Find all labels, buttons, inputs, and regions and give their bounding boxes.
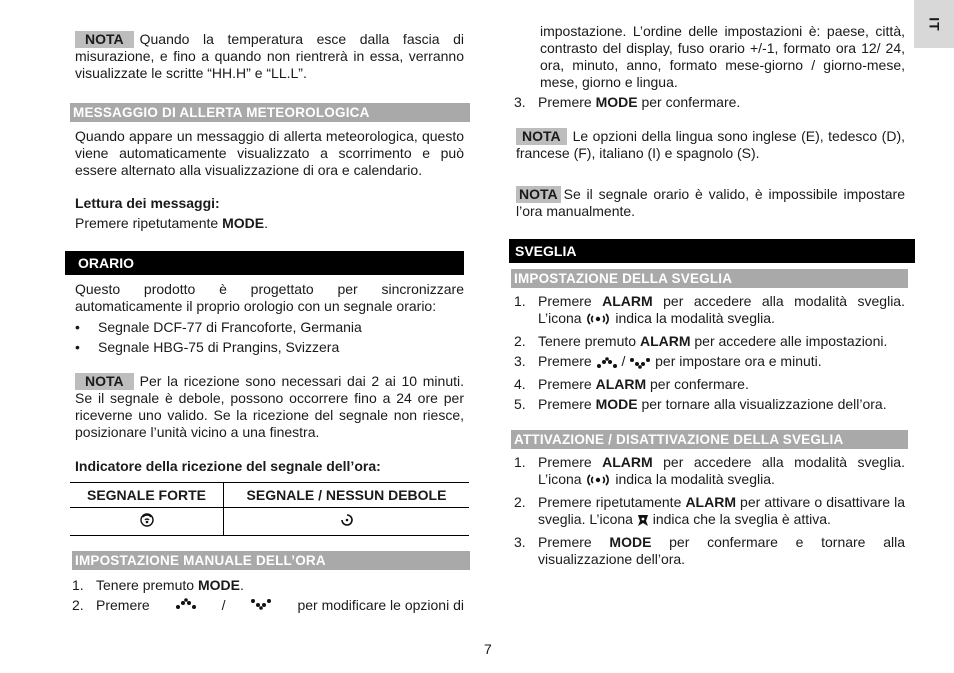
- section-heading-sveglia: SVEGLIA: [509, 239, 915, 263]
- table-header-weak: SEGNALE / NESSUN DEBOLE: [224, 483, 470, 508]
- nota-signal-valid: [512, 186, 905, 220]
- nota-reception: [75, 373, 464, 441]
- language-code: IT: [926, 16, 943, 32]
- list-item: 1. Premere ALARM per accedere alla modalità sveglia. L’icona indica la modalità sveglia.: [512, 454, 905, 491]
- nota-badge: NOTA: [516, 128, 567, 145]
- manual-continued: impostazione. L’ordine delle impostazioni è: paese, città, contrasto del display, fuso orario +/-1, formato ora 12/ 24, ora, minuto, anno, formato mese-giorno / giorno-mese, mese, giorno e lingua.: [540, 23, 905, 90]
- section-heading-weather-alert: MESSAGGIO DI ALLERTA METEOROLOGICA: [70, 103, 470, 122]
- nota-language: [512, 128, 905, 162]
- reading-title: Lettura dei messaggi:: [75, 195, 220, 211]
- list-item: 3. Premere MODE per confermare e tornare alla visualizzazione dell’ora.: [514, 534, 905, 567]
- list-item: 5. Premere MODE per tornare alla visualizzazione dell’ora.: [514, 396, 887, 412]
- reading-instruction: Premere ripetutamente MODE.: [75, 215, 268, 231]
- list-item: 3. Premere MODE per confermare.: [514, 94, 741, 110]
- alarm-toggle-steps: [512, 454, 905, 568]
- table-cell: [224, 508, 470, 536]
- orario-intro: Questo prodotto è progettato per sincronizzare automaticamente il proprio orologio con un segnale orario:: [75, 281, 464, 314]
- table-header-strong: SEGNALE FORTE: [70, 483, 224, 508]
- list-item: 2. Premere / per modificare le opzioni di: [72, 597, 464, 613]
- nota-text: Le opzioni della lingua sono inglese (E), tedesco (D), francese (F), italiano (I) e spagnolo (S).: [516, 128, 905, 161]
- manual-steps: [70, 577, 464, 614]
- down-button-icon: [629, 356, 651, 373]
- alarm-mode-icon: [585, 312, 611, 330]
- signal-strong-icon: [139, 512, 155, 532]
- signal-list: [75, 319, 464, 356]
- list-item: 4. Premere ALARM per confermare.: [514, 376, 749, 392]
- nota-text: Quando la temperatura esce dalla fascia di misurazione, e fino a quando non rientrerà in essa, verranno visualizzate le scritte “HH.H” e “LL.L”.: [75, 31, 464, 81]
- list-item: • Segnale DCF-77 di Francoforte, Germania: [75, 319, 362, 335]
- alarm-mode-icon: [585, 473, 611, 491]
- weather-alert-body: Quando appare un messaggio di allerta meteorologica, questo viene automaticamente visualizzato a scorrimento e può essere alternato alla visualizzazione di ora e calendario.: [75, 128, 464, 178]
- table-cell: [70, 508, 224, 536]
- alarm-set-steps: [512, 293, 905, 413]
- right-column: [512, 23, 905, 571]
- nota-badge: NOTA: [516, 186, 561, 203]
- list-item: • Segnale HBG-75 di Prangins, Svizzera: [75, 339, 340, 355]
- section-heading-orario: ORARIO: [65, 251, 464, 275]
- signal-table: [70, 482, 469, 536]
- section-heading-alarm-set: IMPOSTAZIONE DELLA SVEGLIA: [511, 269, 908, 288]
- nota-text: Per la ricezione sono necessari dai 2 ai 10 minuti. Se il segnale è debole, possono occorrere fino a 24 ore per riceverne uno valido. Se la ricezione del segnale non riesce, posizionare l’unità vicino a una finestra.: [75, 373, 464, 440]
- section-heading-manual-time: IMPOSTAZIONE MANUALE DELL’ORA: [72, 551, 470, 570]
- list-item: 1. Tenere premuto MODE.: [72, 577, 244, 593]
- down-button-icon: [250, 597, 272, 614]
- nota-text: Se il segnale orario è valido, è impossibile impostare l’ora manualmente.: [516, 186, 905, 219]
- list-item: 2. Tenere premuto ALARM per accedere alle impostazioni.: [514, 333, 888, 349]
- alarm-active-icon: [637, 514, 649, 531]
- list-item: 1. Premere ALARM per accedere alla modalità sveglia. L’icona indica la modalità sveglia.: [512, 293, 905, 330]
- list-item: 3. Premere / per impostare ora e minuti.: [512, 353, 905, 373]
- language-tab: [914, 0, 954, 48]
- nota-temperature: [75, 31, 464, 82]
- up-button-icon: [175, 597, 197, 614]
- manual-steps-continued: [512, 94, 905, 111]
- section-heading-alarm-toggle: ATTIVAZIONE / DISATTIVAZIONE DELLA SVEGLIA: [511, 430, 908, 449]
- nota-badge: NOTA: [75, 373, 134, 390]
- indicator-title: Indicatore della ricezione del segnale dell’ora:: [75, 458, 381, 474]
- signal-weak-icon: [339, 512, 355, 532]
- nota-badge: NOTA: [75, 31, 134, 48]
- up-button-icon: [596, 356, 618, 373]
- list-item: 2. Premere ripetutamente ALARM per attivare o disattivare la sveglia. L’icona indica che la sveglia è attiva.: [512, 494, 905, 531]
- page-number: 7: [484, 641, 492, 657]
- mode-key: MODE: [222, 215, 265, 231]
- left-column: [72, 30, 464, 617]
